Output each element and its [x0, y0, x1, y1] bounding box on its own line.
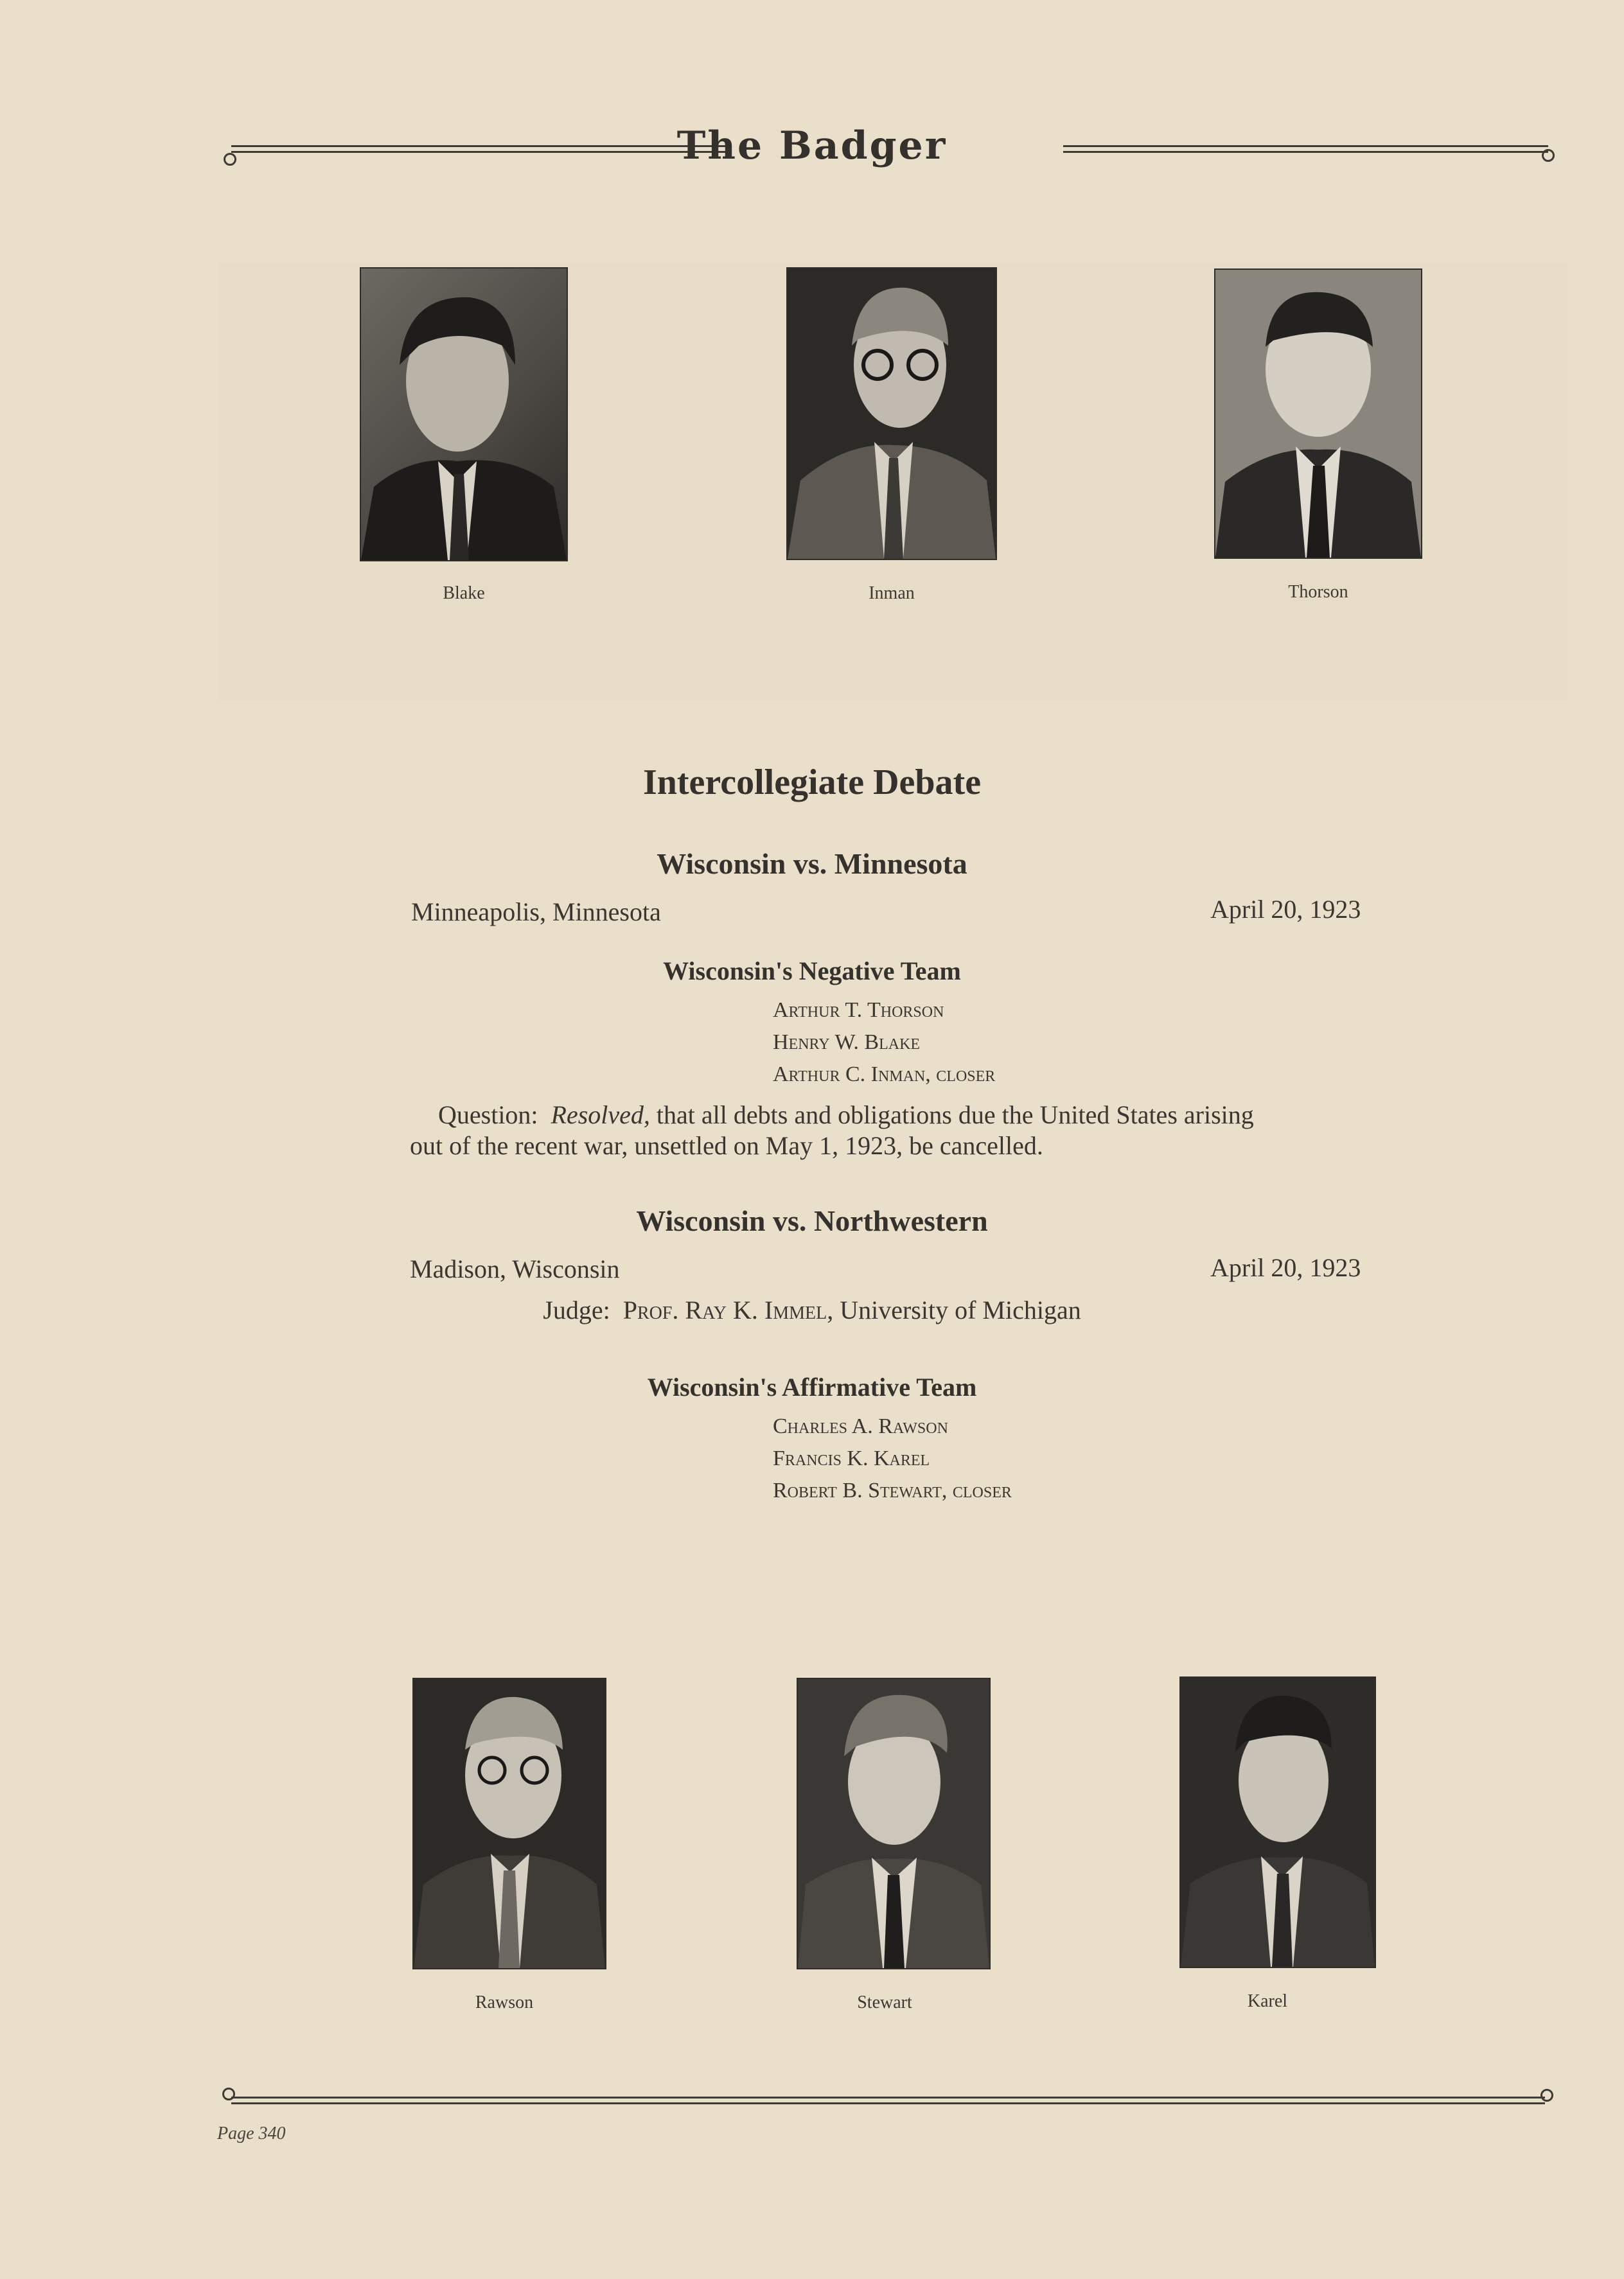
debate1-members [773, 994, 995, 1091]
debate1-date: April 20, 1923 [1210, 895, 1361, 924]
caption-stewart: Stewart [857, 1993, 912, 2012]
portrait-thorson [1215, 270, 1421, 558]
member-karel: Francis K. Karel [773, 1447, 930, 1470]
caption-rawson: Rawson [475, 1993, 534, 2012]
portrait-inman [788, 268, 996, 559]
judge-name: Prof. Ray K. Immel [622, 1296, 827, 1324]
debate2-date: April 20, 1923 [1210, 1253, 1361, 1282]
member-thorson: Arthur T. Thorson [773, 998, 944, 1022]
question-text-2: out of the recent war, unsettled on May 1, 1923, be cancelled. [410, 1131, 1043, 1160]
member-stewart: Robert B. Stewart, closer [773, 1479, 1012, 1502]
judge-label: Judge: [543, 1296, 610, 1324]
debate1-question-line1 [438, 1100, 1402, 1130]
portrait-blake [361, 268, 567, 560]
question-label: Question: [438, 1100, 538, 1129]
question-resolved: Resolved, [551, 1100, 650, 1129]
page-number: Page 340 [217, 2124, 286, 2143]
debate2-judge [0, 1295, 1624, 1325]
debate2-members [773, 1411, 1012, 1507]
member-rawson: Charles A. Rawson [773, 1414, 948, 1438]
debate1-location: Minneapolis, Minnesota [411, 897, 661, 926]
debate2-location: Madison, Wisconsin [410, 1254, 620, 1283]
debate2-title: Wisconsin vs. Northwestern [636, 1204, 988, 1237]
caption-blake: Blake [443, 583, 485, 603]
caption-karel: Karel [1247, 1991, 1288, 2011]
member-blake: Henry W. Blake [773, 1030, 921, 1054]
portrait-stewart [798, 1679, 989, 1968]
judge-affiliation: , University of Michigan [827, 1296, 1081, 1324]
page-title: The Badger [676, 123, 948, 168]
question-text-1: that all debts and obligations due the United States arising [656, 1100, 1254, 1129]
member-inman: Arthur C. Inman, closer [773, 1062, 996, 1086]
portrait-rawson [414, 1679, 605, 1968]
caption-inman: Inman [869, 583, 915, 603]
portrait-karel [1181, 1678, 1375, 1967]
debate1-title: Wisconsin vs. Minnesota [657, 847, 967, 880]
caption-thorson: Thorson [1288, 582, 1348, 602]
debate2-team-heading: Wisconsin's Affirmative Team [647, 1373, 977, 1402]
debate1-team-heading: Wisconsin's Negative Team [663, 956, 961, 985]
section-heading: Intercollegiate Debate [642, 762, 982, 802]
